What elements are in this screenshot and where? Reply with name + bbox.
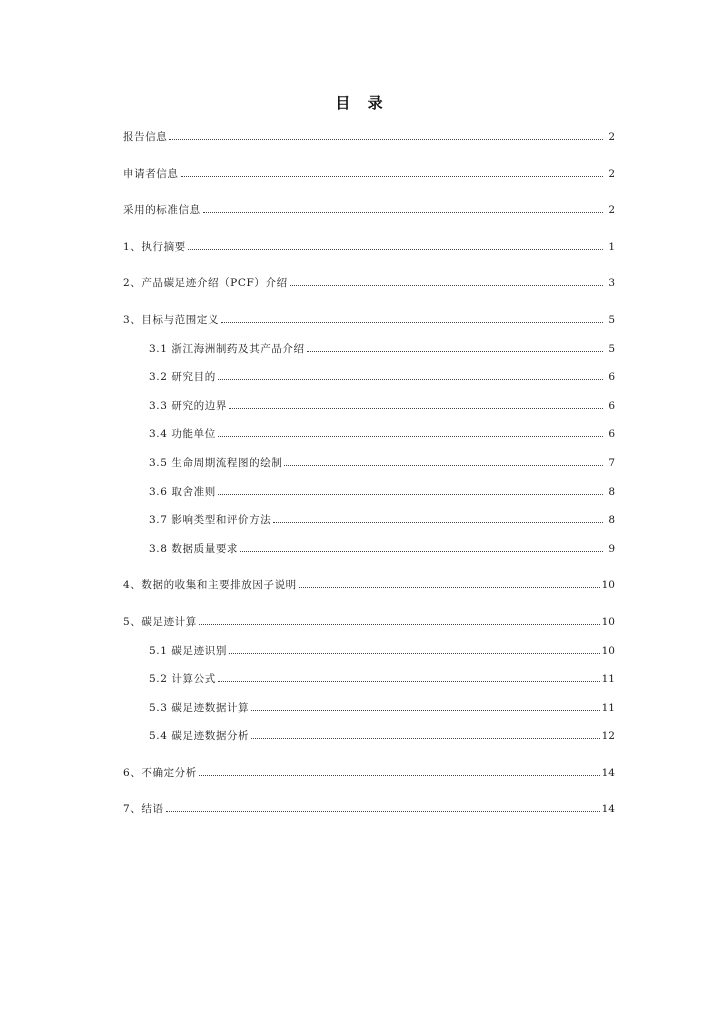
table-of-contents (123, 128, 615, 837)
toc-entry-pcf-intro[interactable] (123, 274, 615, 292)
toc-entry-page: 2 (608, 167, 615, 180)
toc-entry-3-2[interactable] (123, 368, 615, 386)
dot-leader (221, 321, 603, 323)
dot-leader (181, 175, 604, 177)
dot-leader (307, 350, 603, 352)
toc-entry-label: 3.7 影响类型和评价方法 (149, 514, 272, 527)
toc-entry-data-collection[interactable] (123, 576, 615, 594)
dot-leader (218, 680, 600, 682)
toc-entry-label: 4、数据的收集和主要排放因子说明 (123, 579, 297, 592)
toc-entry-page: 2 (608, 131, 615, 143)
toc-entry-page: 1 (608, 240, 615, 253)
toc-entry-3-8[interactable] (123, 540, 615, 558)
dot-leader (199, 623, 600, 625)
dot-leader (229, 652, 600, 654)
toc-entry-5-4[interactable] (123, 727, 615, 745)
dot-leader (251, 709, 599, 711)
toc-entry-label: 7、结语 (123, 803, 164, 816)
toc-entry-label: 3.3 研究的边界 (149, 399, 227, 412)
toc-entry-label: 5、碳足迹计算 (123, 615, 197, 628)
toc-entry-label: 6、不确定分析 (123, 766, 197, 779)
dot-leader (199, 774, 600, 776)
toc-entry-page: 10 (601, 579, 615, 592)
dot-leader (218, 435, 603, 437)
toc-entry-page: 6 (608, 399, 615, 412)
toc-entry-label: 3.2 研究目的 (149, 371, 216, 384)
toc-entry-3-7[interactable] (123, 511, 615, 529)
toc-entry-label: 5.3 碳足迹数据计算 (149, 701, 250, 714)
toc-entry-label: 申请者信息 (123, 167, 179, 180)
toc-entry-3-4[interactable] (123, 425, 615, 443)
toc-entry-page: 7 (608, 456, 615, 469)
dot-leader (240, 550, 603, 552)
toc-entry-page: 10 (601, 615, 615, 628)
toc-entry-page: 6 (608, 371, 615, 384)
toc-entry-page: 9 (608, 542, 615, 555)
dot-leader (218, 378, 603, 380)
toc-entry-page: 11 (601, 673, 615, 686)
dot-leader (218, 493, 603, 495)
toc-entry-page: 12 (601, 730, 615, 743)
toc-entry-label: 3.8 数据质量要求 (149, 542, 239, 555)
toc-entry-5-1[interactable] (123, 642, 615, 660)
dot-leader (229, 407, 603, 409)
toc-entry-label: 5.4 碳足迹数据分析 (149, 730, 250, 743)
toc-entry-goal-scope[interactable] (123, 311, 615, 329)
toc-entry-page: 11 (601, 701, 615, 714)
toc-entry-page: 3 (608, 277, 615, 290)
toc-entry-label: 报告信息 (123, 131, 168, 143)
toc-entry-page: 14 (601, 803, 615, 816)
toc-entry-label: 1、执行摘要 (123, 240, 186, 253)
toc-entry-label: 2、产品碳足迹介绍（PCF）介绍 (123, 277, 288, 290)
dot-leader (299, 586, 600, 588)
toc-entry-label: 3.6 取舍准则 (149, 485, 216, 498)
toc-entry-conclusion[interactable] (123, 800, 615, 818)
dot-leader (290, 284, 603, 286)
toc-entry-label: 3.4 功能单位 (149, 428, 216, 441)
toc-entry-page: 8 (608, 485, 615, 498)
toc-entry-page: 5 (608, 313, 615, 326)
dot-leader (166, 810, 600, 812)
toc-entry-label: 3.5 生命周期流程图的绘制 (149, 456, 283, 469)
toc-entry-report-info[interactable] (123, 128, 615, 146)
toc-entry-3-1[interactable] (123, 340, 615, 358)
dot-leader (169, 138, 603, 140)
toc-entry-label: 3、目标与范围定义 (123, 313, 220, 326)
dot-leader (273, 521, 603, 523)
toc-entry-page: 6 (608, 428, 615, 441)
toc-entry-label: 5.2 计算公式 (149, 673, 216, 686)
toc-entry-page: 10 (601, 644, 615, 657)
toc-entry-3-6[interactable] (123, 483, 615, 501)
toc-entry-applicant-info[interactable] (123, 165, 615, 183)
toc-entry-5-3[interactable] (123, 699, 615, 717)
toc-entry-5-2[interactable] (123, 670, 615, 688)
toc-entry-carbon-calc[interactable] (123, 613, 615, 631)
dot-leader (188, 248, 603, 250)
toc-entry-page: 5 (608, 342, 615, 355)
dot-leader (284, 464, 603, 466)
toc-entry-3-3[interactable] (123, 397, 615, 415)
dot-leader (251, 737, 599, 739)
toc-entry-executive-summary[interactable] (123, 238, 615, 256)
toc-entry-uncertainty[interactable] (123, 764, 615, 782)
toc-entry-standards-info[interactable] (123, 201, 615, 219)
toc-entry-label: 3.1 浙江海洲制药及其产品介绍 (149, 342, 305, 355)
toc-entry-page: 8 (608, 514, 615, 527)
toc-entry-3-5[interactable] (123, 454, 615, 472)
dot-leader (203, 211, 603, 213)
toc-entry-page: 14 (601, 766, 615, 779)
toc-entry-label: 采用的标准信息 (123, 204, 201, 217)
toc-title: 目 录 (335, 94, 389, 112)
toc-entry-label: 5.1 碳足迹识别 (149, 644, 227, 657)
toc-entry-page: 2 (608, 204, 615, 217)
